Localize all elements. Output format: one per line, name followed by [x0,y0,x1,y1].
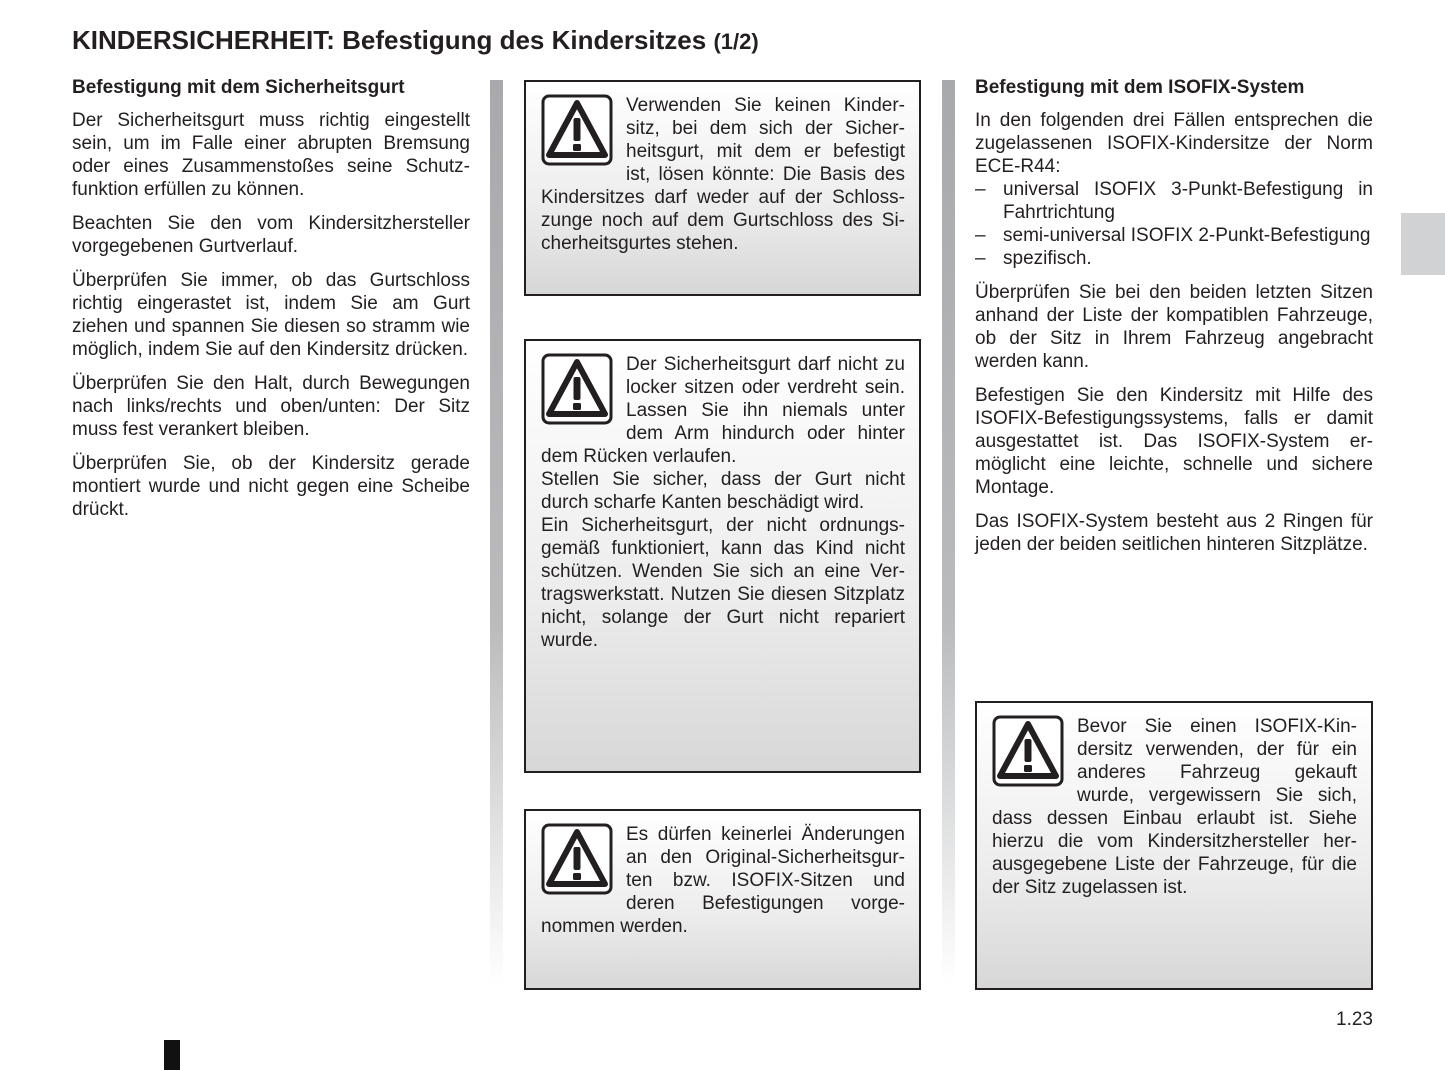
warning-triangle-icon [541,94,613,166]
page-number: 1.23 [1336,1009,1373,1030]
list-item: – semi-universal ISOFIX 2-Punkt-Befestigung [975,224,1373,247]
warning-text: Verwenden Sie keinen Kindersitz, bei dem sich der Sicherheitsgurt, mit dem er befestigt ist, lösen könnte: Die Basis des Kindersitzes darf weder auf der Schlosszunge noch auf dem Gurtschloss des Sicherheitsgurtes stehen. [541,95,905,254]
warning-triangle-icon [541,353,613,425]
section-heading-isofix: Befestigung mit dem ISOFIX-System [975,77,1305,98]
warning-text: Bevor Sie einen ISOFIX-Kindersitz verwenden, der für ein anderes Fahrzeug gekauft wurde, vergewissern Sie sich, dass dessen Einbau erlaubt ist. Siehe hierzu die vom Kindersitzhersteller herausgegebene Liste der Fahrzeuge, für die der Sitz zugelassen ist. [992,716,1357,898]
paragraph: Überprüfen Sie immer, ob das Gurtschloss richtig eingerastet ist, indem Sie am Gurt ziehen und spannen Sie diesen so stramm wie möglich, indem Sie auf den Kindersitz drücken. [72,270,470,360]
section-heading-seatbelt: Befestigung mit dem Sicherheitsgurt [72,77,405,98]
warning-text: Der Sicherheitsgurt darf nicht zu locker sitzen oder verdreht sein. Lassen Sie ihn niemals unter dem Arm hindurch oder hinter dem Rücken verlaufen. [541,354,905,467]
paragraph: Beachten Sie den vom Kindersitzhersteller vorgegebenen Gurtverlauf. [72,213,470,257]
warning-triangle-icon [541,823,613,895]
title-text: KINDERSICHERHEIT: Befestigung des Kindersitzes [72,25,707,55]
paragraph: Das ISOFIX-System besteht aus 2 Ringen für jeden der beiden seitlichen hinteren Sitzplätze. [975,511,1373,555]
paragraph: Überprüfen Sie bei den beiden letzten Sitzen anhand der Liste der kompatiblen Fahrzeuge, ob der Sitz in Ihrem Fahrzeug angebracht werden kann. [975,282,1373,372]
column-divider-bar [942,80,955,985]
warning-box [524,809,921,990]
paragraph: Überprüfen Sie, ob der Kindersitz gerade montiert wurde und nicht gegen eine Scheibe drückt. [72,453,470,520]
paragraph: In den folgenden drei Fällen entsprechen die zugelassenen ISOFIX-Kindersitze der Norm ECE-R44: [975,110,1373,177]
print-mark [164,1040,180,1070]
warning-box [524,80,921,296]
list-item: – universal ISOFIX 3-Punkt-Befestigung in Fahrtrichtung [975,178,1373,224]
warning-text: Stellen Sie sicher, dass der Gurt nicht durch scharfe Kanten beschädigt wird. [541,469,905,513]
warning-triangle-icon [992,715,1064,787]
left-column [72,76,470,532]
paragraph: Überprüfen Sie den Halt, durch Bewegungen nach links/rechts und oben/unten: Der Sitz muss fest verankert bleiben. [72,373,470,440]
title-part: (1/2) [713,29,759,54]
paragraph: Der Sicherheitsgurt muss richtig eingestellt sein, um im Falle einer abrupten Bremsung oder eines Zusammenstoßes seine Schutzfunktion erfüllen zu können. [72,110,470,200]
column-divider-bar [490,80,503,985]
warning-text: Ein Sicherheitsgurt, der nicht ordnungsgemäß funktioniert, kann das Kind nicht schützen. Wenden Sie sich an eine Vertragswerkstatt. Nutzen Sie diesen Sitzplatz nicht, solange der Gurt nicht repariert wurde. [541,515,905,651]
page-title [72,24,759,58]
warning-box [975,701,1373,990]
chapter-tab [1401,213,1445,275]
paragraph: Befestigen Sie den Kindersitz mit Hilfe des ISOFIX-Befestigungssystems, falls er damit ausgestattet ist. Das ISOFIX-System ermöglicht eine leichte, schnelle und sichere Montage. [975,385,1373,498]
right-column [975,76,1373,567]
isofix-list [975,178,1373,270]
warning-text: Es dürfen keinerlei Änderungen an den Original-Sicherheitsgurten bzw. ISOFIX-Sitzen und deren Befestigungen vorgenommen werden. [541,824,905,937]
warning-box [524,339,921,773]
list-item: – spezifisch. [975,247,1373,270]
